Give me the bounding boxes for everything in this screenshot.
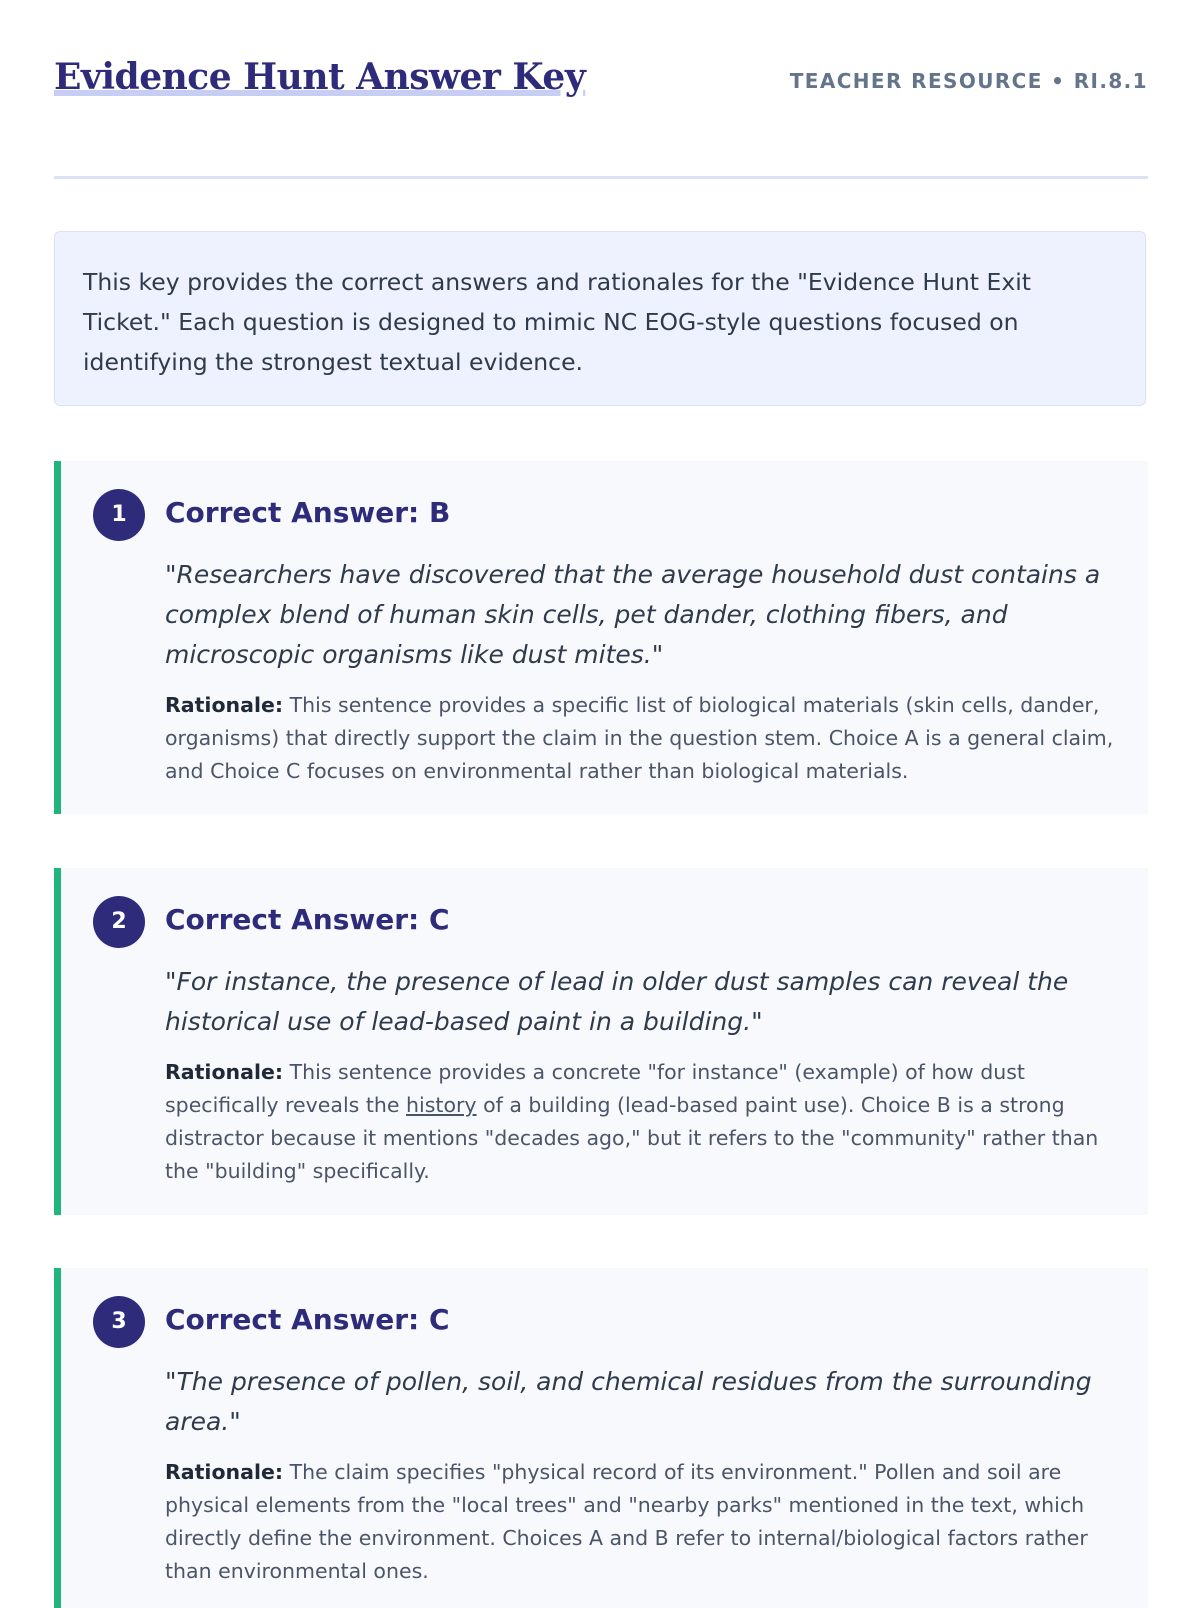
correct-answer-heading: Correct Answer: B (165, 496, 451, 529)
intro-box (54, 231, 1146, 406)
page-header (54, 0, 1148, 179)
rationale-body: This sentence provides a specific list of biological materials (skin cells, dander, organisms) that directly support the claim in the question stem. Choice A is a general claim, and Choice C focuses on environmental rather than biological materials. (165, 693, 1114, 783)
rationale-label: Rationale: (165, 1460, 284, 1484)
rationale-label: Rationale: (165, 693, 284, 717)
rationale-body: This sentence provides a concrete "for instance" (example) of how dust specifically reveals the (165, 1060, 1025, 1117)
correct-answer-heading: Correct Answer: C (165, 903, 450, 936)
rationale-label: Rationale: (165, 1060, 284, 1084)
evidence-quote: "Researchers have discovered that the average household dust contains a complex blend of human skin cells, pet dander, clothing fibers, and microscopic organisms like dust mites." (165, 560, 1101, 669)
rationale-text (165, 689, 1115, 788)
rationale-text (165, 1456, 1115, 1588)
answer-card-3 (54, 1268, 1148, 1608)
evidence-quote: "The presence of pollen, soil, and chemical residues from the surrounding area." (165, 1367, 1092, 1436)
answer-card-1 (54, 461, 1148, 814)
answer-card-2 (54, 868, 1148, 1215)
question-number-badge: 1 (93, 489, 145, 541)
intro-text: This key provides the correct answers and rationales for the "Evidence Hunt Exit Ticket." Each question is designed to mimic NC EOG-style questions focused on identifying the strongest textual evidence. (83, 268, 1031, 376)
rationale-body-continued: of a building (lead-based paint use). Choice B is a strong distractor because it mentions "decades ago," but it refers to the "community" rather than the "building" specifically. (165, 1093, 1099, 1183)
page-title: Evidence Hunt Answer Key (54, 56, 586, 98)
correct-answer-heading: Correct Answer: C (165, 1303, 450, 1336)
rationale-body: The claim specifies "physical record of its environment." Pollen and soil are physical elements from the "local trees" and "nearby parks" mentioned in the text, which directly define the environment. Choices A and B refer to internal/biological factors rather than environmental ones. (165, 1460, 1088, 1583)
rationale-text (165, 1056, 1115, 1188)
question-number-badge: 2 (93, 896, 145, 948)
answer-key-page (54, 0, 1148, 1583)
rationale-emphasis: history (406, 1093, 477, 1117)
evidence-quote: "For instance, the presence of lead in older dust samples can reveal the historical use of lead-based paint in a building." (165, 967, 1069, 1036)
resource-label: TEACHER RESOURCE • RI.8.1 (789, 69, 1148, 93)
question-number-badge: 3 (93, 1296, 145, 1348)
